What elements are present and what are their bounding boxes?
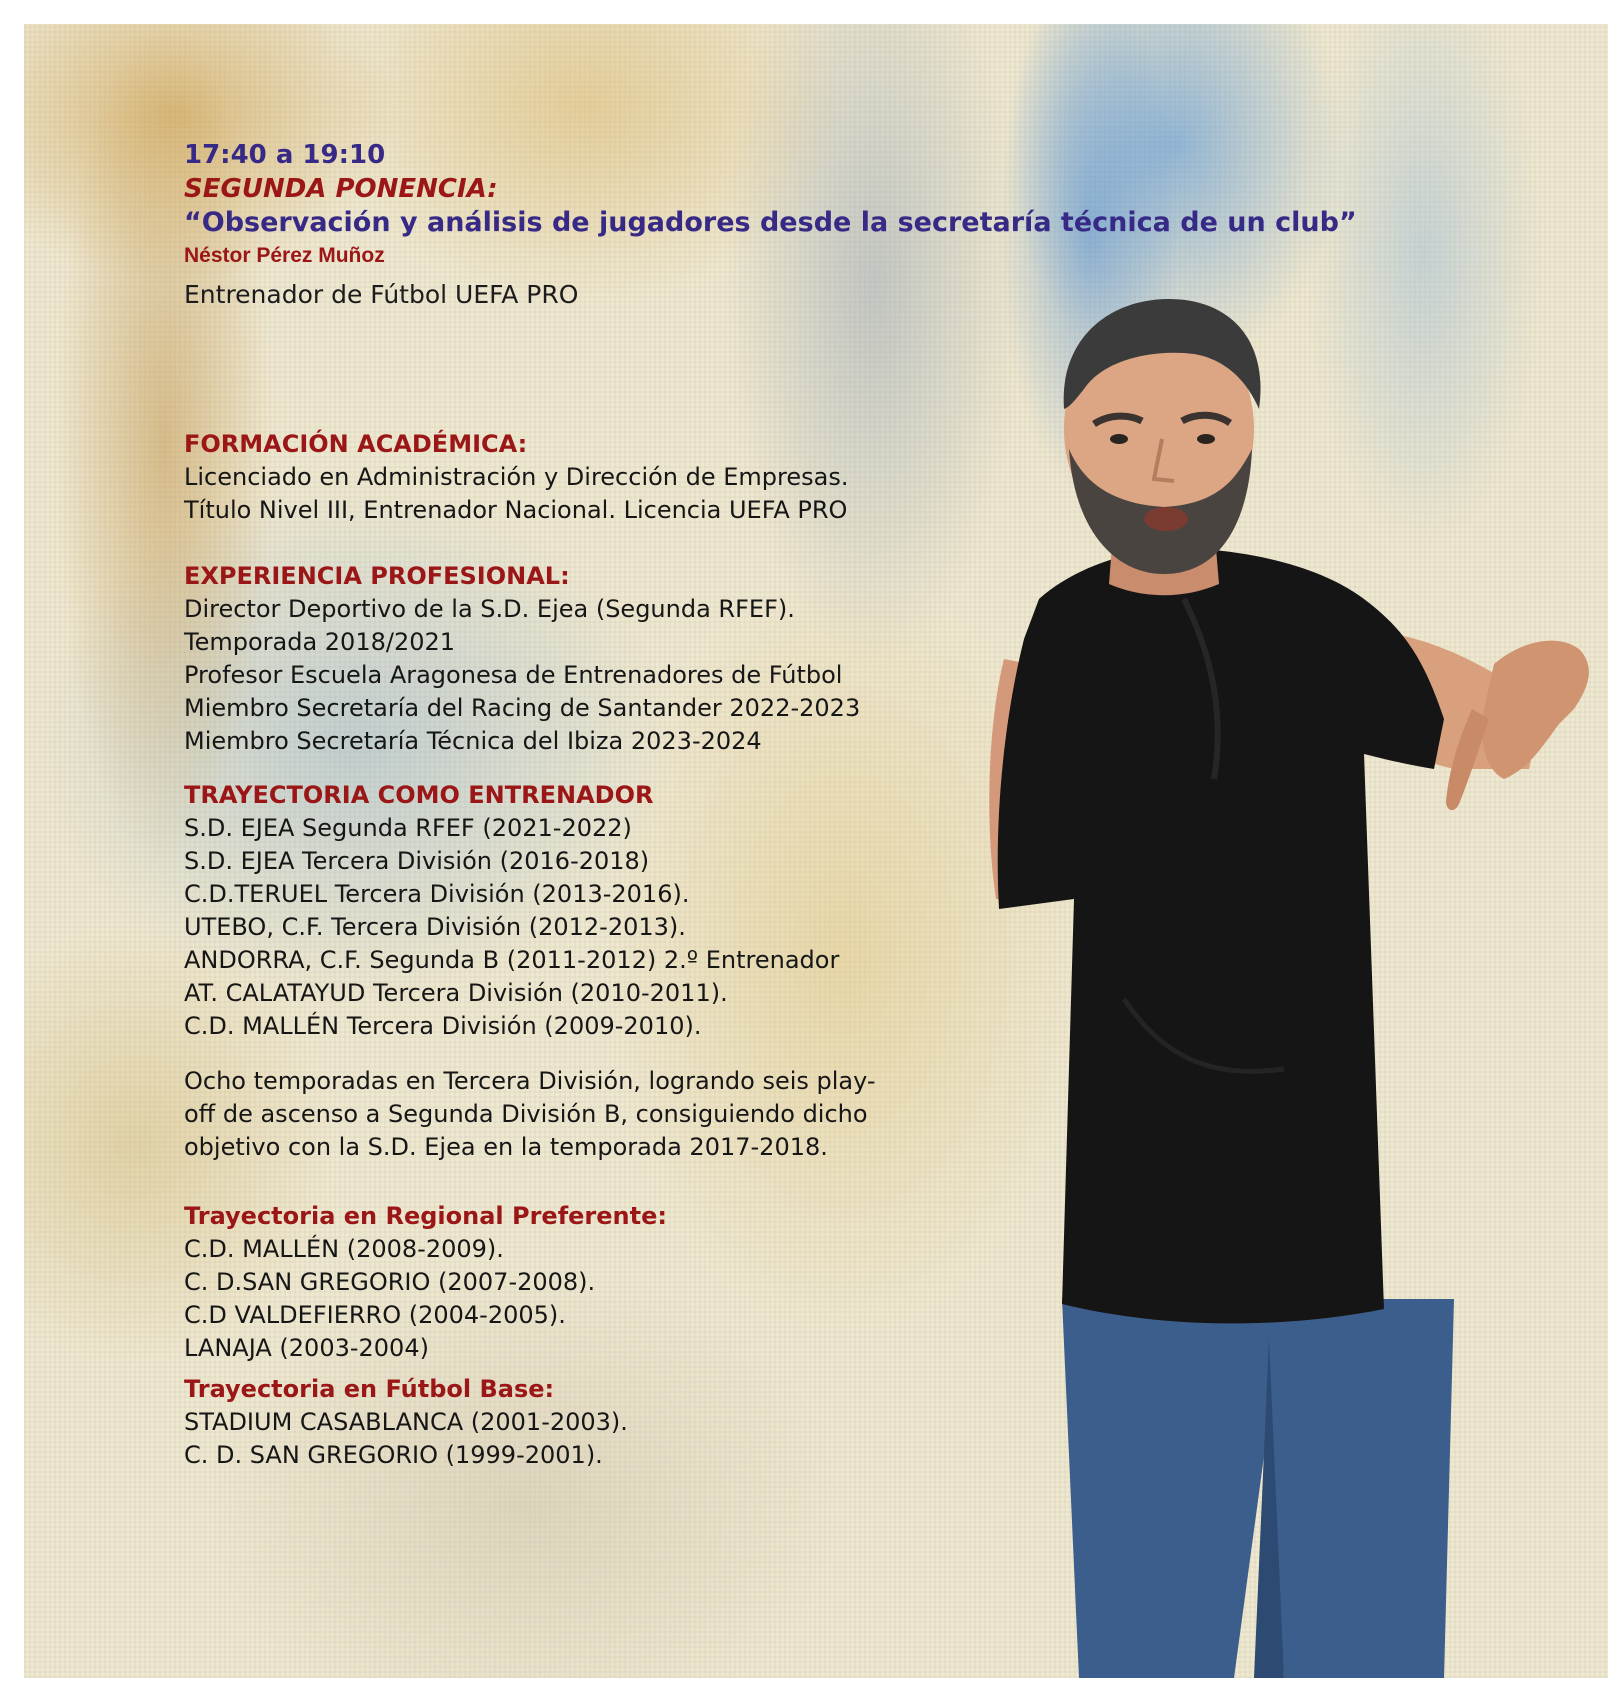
shirt [998,548,1444,1323]
section-experiencia [184,560,1044,758]
section-line: C.D VALDEFIERRO (2004-2005). [184,1301,566,1329]
section-line: C.D. MALLÉN Tercera División (2009-2010). [184,1012,702,1040]
section-line: Ocho temporadas en Tercera División, logrando seis play- [184,1067,876,1095]
section-formacion [184,428,1044,527]
poster [24,24,1608,1678]
section-line: C. D.SAN GREGORIO (2007-2008). [184,1268,596,1296]
speaker-name: Néstor Pérez Muñoz [184,244,385,267]
section-line: Profesor Escuela Aragonesa de Entrenadores de Fútbol [184,661,843,689]
section-line: Miembro Secretaría Técnica del Ibiza 2023-2024 [184,727,762,755]
section-line: Temporada 2018/2021 [184,628,456,656]
section-resumen [184,1065,1044,1164]
eye [1197,434,1215,444]
section-line: C.D. MALLÉN (2008-2009). [184,1235,504,1263]
section-heading: Trayectoria en Fútbol Base: [184,1375,555,1403]
section-trayectoria [184,779,1044,1043]
section-line: Director Deportivo de la S.D. Ejea (Segunda RFEF). [184,595,795,623]
session-label: SEGUNDA PONENCIA: [184,174,498,204]
section-line: Título Nivel III, Entrenador Nacional. Licencia UEFA PRO [184,496,848,524]
speaker-role: Entrenador de Fútbol UEFA PRO [184,280,579,309]
talk-title: “Observación y análisis de jugadores desde la secretaría técnica de un club” [184,207,1357,238]
session-time: 17:40 a 19:10 [184,140,386,170]
section-line: S.D. EJEA Tercera División (2016-2018) [184,847,650,875]
section-line: off de ascenso a Segunda División B, consiguiendo dicho [184,1100,868,1128]
section-heading: EXPERIENCIA PROFESIONAL: [184,562,570,590]
section-heading: TRAYECTORIA COMO ENTRENADOR [184,781,654,809]
coach-photo [984,299,1608,1678]
section-line: ANDORRA, C.F. Segunda B (2011-2012) 2.º Entrenador [184,946,840,974]
section-base [184,1373,1044,1472]
eye [1110,434,1128,444]
section-line: LANAJA (2003-2004) [184,1334,429,1362]
section-line: Licenciado en Administración y Dirección de Empresas. [184,463,849,491]
section-line: UTEBO, C.F. Tercera División (2012-2013). [184,913,686,941]
mouth [1144,507,1188,531]
hand [1482,641,1589,779]
section-regional [184,1200,1044,1365]
section-line: AT. CALATAYUD Tercera División (2010-2011). [184,979,728,1007]
section-line: S.D. EJEA Segunda RFEF (2021-2022) [184,814,632,842]
section-line: C.D.TERUEL Tercera División (2013-2016). [184,880,690,908]
section-heading: FORMACIÓN ACADÉMICA: [184,430,528,458]
section-line: C. D. SAN GREGORIO (1999-2001). [184,1441,603,1469]
section-line: objetivo con la S.D. Ejea en la temporada 2017-2018. [184,1133,828,1161]
section-line: STADIUM CASABLANCA (2001-2003). [184,1408,628,1436]
section-line: Miembro Secretaría del Racing de Santander 2022-2023 [184,694,861,722]
section-heading: Trayectoria en Regional Preferente: [184,1202,667,1230]
